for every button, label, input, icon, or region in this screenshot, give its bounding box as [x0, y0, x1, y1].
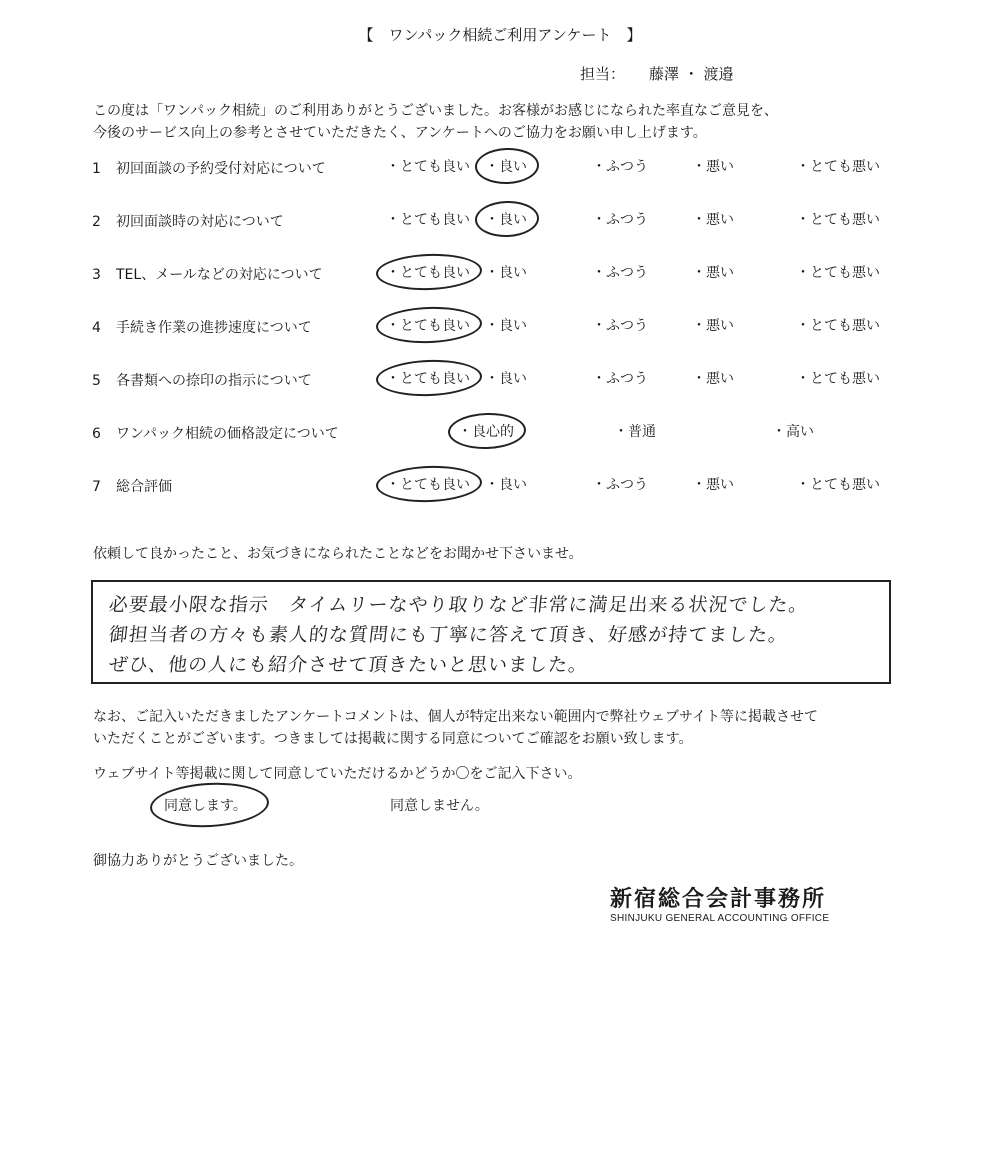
rating-option-selected[interactable]: ・良心的	[458, 421, 514, 441]
rating-option-selected[interactable]: ・とても良い	[386, 474, 470, 494]
rating-option[interactable]: ・ふつう	[592, 265, 648, 281]
rating-option[interactable]: ・とても良い	[386, 212, 470, 228]
rating-option[interactable]: ・良い	[485, 371, 527, 387]
rating-option[interactable]: ・普通	[614, 424, 656, 440]
rating-option[interactable]: ・とても悪い	[796, 318, 880, 334]
question-text: 手続き作業の進捗速度について	[116, 320, 312, 336]
rating-option[interactable]: ・悪い	[692, 265, 734, 281]
consent-prompt: ウェブサイト等掲載に関して同意していただけるかどうか〇をご記入下さい。	[93, 766, 582, 782]
question-label	[92, 476, 172, 496]
rating-option[interactable]: ・高い	[772, 424, 814, 440]
rating-option[interactable]: ・ふつう	[592, 212, 648, 228]
question-number: 2	[92, 214, 101, 230]
rating-option[interactable]: ・良い	[485, 265, 527, 281]
closing-thanks: 御協力ありがとうございました。	[93, 853, 303, 869]
rating-option[interactable]: ・ふつう	[592, 371, 648, 387]
rating-option-selected[interactable]: ・良い	[485, 156, 527, 176]
question-text: ワンパック相続の価格設定について	[116, 426, 339, 442]
rating-option[interactable]: ・とても悪い	[796, 371, 880, 387]
question-label	[92, 317, 312, 337]
intro-text	[93, 100, 778, 144]
rating-option[interactable]: ・とても良い	[386, 159, 470, 175]
question-row	[0, 205, 1000, 235]
staff-names: 藤澤 ・ 渡邉	[649, 65, 734, 83]
staff-line	[580, 63, 734, 84]
question-number: 6	[92, 426, 101, 442]
question-label	[92, 158, 326, 178]
rating-option[interactable]: ・ふつう	[592, 477, 648, 493]
comment-line: ぜひ、他の人にも紹介させて頂きたいと思いました。	[107, 654, 590, 676]
consent-agree-option[interactable]: 同意します。	[164, 795, 247, 815]
question-text: 総合評価	[116, 479, 172, 495]
rating-option[interactable]: ・とても悪い	[796, 212, 880, 228]
note-line: いただくことがございます。つきましては掲載に関する同意についてご確認をお願い致します。	[93, 731, 693, 747]
comment-line: 必要最小限な指示 タイムリーなやり取りなど非常に満足出来る状況でした。	[107, 594, 810, 616]
question-row	[0, 152, 1000, 182]
rating-option[interactable]: ・良い	[485, 477, 527, 493]
question-number: 1	[92, 161, 101, 177]
comment-line: 御担当者の方々も素人的な質問にも丁寧に答えて頂き、好感が持てました。	[107, 624, 790, 646]
question-label	[92, 264, 323, 284]
rating-option[interactable]: ・悪い	[692, 159, 734, 175]
rating-option-selected[interactable]: ・とても良い	[386, 368, 470, 388]
question-number: 3	[92, 267, 101, 283]
comment-prompt: 依頼して良かったこと、お気づきになられたことなどをお聞かせ下さいませ。	[93, 546, 583, 562]
staff-label: 担当：	[580, 65, 626, 83]
rating-option[interactable]: ・悪い	[692, 318, 734, 334]
question-label	[92, 211, 284, 231]
rating-option-selected[interactable]: ・とても良い	[386, 315, 470, 335]
question-text: 初回面談の予約受付対応について	[116, 161, 326, 177]
rating-option[interactable]: ・悪い	[692, 371, 734, 387]
intro-line: 今後のサービス向上の参考とさせていただきたく、アンケートへのご協力をお願い申し上げます。	[93, 125, 707, 141]
rating-option[interactable]: ・とても悪い	[796, 159, 880, 175]
rating-option[interactable]: ・悪い	[692, 477, 734, 493]
question-row	[0, 470, 1000, 500]
rating-option[interactable]: ・良い	[485, 318, 527, 334]
question-row	[0, 258, 1000, 288]
note-line: なお、ご記入いただきましたアンケートコメントは、個人が特定出来ない範囲内で弊社ウェブサイト等に掲載させて	[93, 709, 819, 725]
office-name-en: SHINJUKU GENERAL ACCOUNTING OFFICE	[610, 913, 830, 924]
question-text: 初回面談時の対応について	[116, 214, 284, 230]
question-label	[92, 423, 339, 443]
question-row	[0, 311, 1000, 341]
office-logo	[610, 888, 840, 926]
intro-line: この度は「ワンパック相続」のご利用ありがとうございました。お客様がお感じになられた率直なご意見を、	[93, 103, 779, 119]
question-label	[92, 370, 312, 390]
question-number: 4	[92, 320, 101, 336]
rating-option-selected[interactable]: ・とても良い	[386, 262, 470, 282]
rating-option[interactable]: ・ふつう	[592, 318, 648, 334]
question-text: 各書類への捺印の指示について	[116, 373, 312, 389]
rating-option[interactable]: ・ふつう	[592, 159, 648, 175]
question-row	[0, 417, 1000, 447]
survey-title: 【 ワンパック相続ご利用アンケート 】	[358, 26, 642, 44]
question-number: 5	[92, 373, 101, 389]
comment-box	[91, 580, 891, 684]
consent-disagree-option[interactable]: 同意しません。	[390, 798, 489, 814]
rating-option-selected[interactable]: ・良い	[485, 209, 527, 229]
question-number: 7	[92, 479, 101, 495]
question-row	[0, 364, 1000, 394]
publication-note	[93, 706, 818, 750]
rating-option[interactable]: ・悪い	[692, 212, 734, 228]
office-name-jp: 新宿総合会計事務所	[610, 887, 827, 912]
question-text: TEL、メールなどの対応について	[116, 267, 323, 283]
rating-option[interactable]: ・とても悪い	[796, 477, 880, 493]
rating-option[interactable]: ・とても悪い	[796, 265, 880, 281]
